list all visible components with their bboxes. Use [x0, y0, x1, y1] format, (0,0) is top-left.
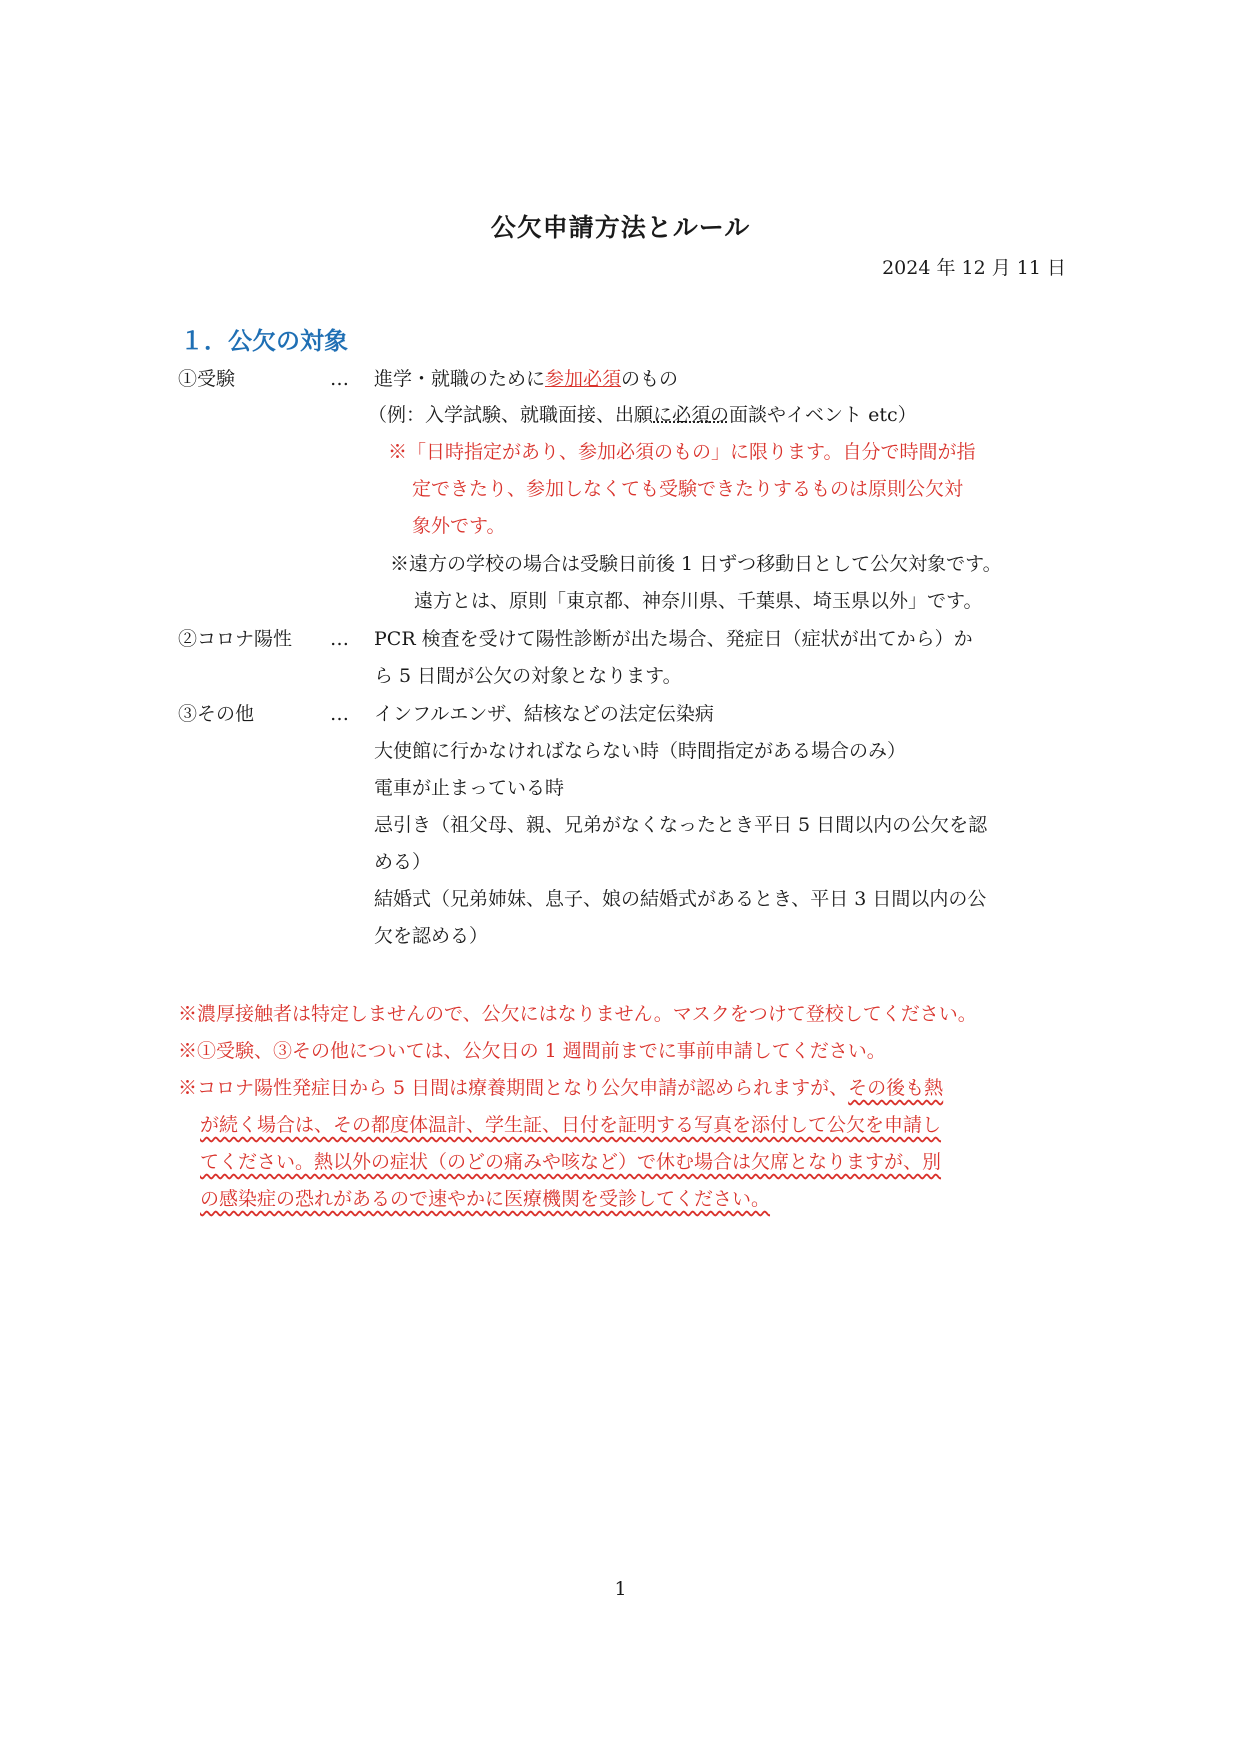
- note-close-contact: ※濃厚接触者は特定しませんので、公欠にはなりません。マスクをつけて登校してください。: [178, 1003, 977, 1025]
- exam-example-dotted: に必須の: [653, 404, 730, 426]
- item-corona-line1: PCR 検査を受けて陽性診断が出た場合、発症日（症状が出てから）か: [374, 628, 973, 650]
- exam-note-red-1: ※「日時指定があり、参加必須のもの」に限ります。自分で時間が指: [388, 441, 976, 463]
- item-other-line3: 電車が止まっている時: [374, 777, 565, 799]
- item-corona-label: ②コロナ陽性: [178, 628, 293, 650]
- item-exam-dots: …: [330, 368, 349, 390]
- exam-example-pre: （例：入学試験、就職面接、出願: [368, 404, 654, 426]
- item-exam-line1: [374, 365, 678, 393]
- note-corona-fever-line4: の感染症の恐れがあるので速やかに医療機関を受診してください。: [200, 1188, 771, 1210]
- item-corona-dots: …: [330, 628, 349, 650]
- exam-example-post: 面談やイベント etc）: [729, 404, 917, 426]
- item-other-line1: インフルエンザ、結核などの法定伝染病: [374, 703, 714, 725]
- note-corona-fever-line3: てください。熱以外の症状（のどの痛みや咳など）で休む場合は欠席となりますが、別: [200, 1151, 942, 1173]
- item-other-line2: 大使館に行かなければならない時（時間指定がある場合のみ）: [374, 740, 907, 762]
- exam-note-red-3: 象外です。: [412, 515, 506, 537]
- exam-note-far-2: 遠方とは、原則「東京都、神奈川県、千葉県、埼玉県以外」です。: [414, 590, 983, 612]
- item-exam-label: ①受験: [178, 368, 236, 390]
- section-heading: １．公欠の対象: [180, 327, 348, 355]
- item-other-line4: 忌引き（祖父母、親、兄弟がなくなったとき平日 5 日間以内の公欠を認: [374, 814, 988, 836]
- note-advance-application: ※①受験、③その他については、公欠日の 1 週間前までに事前申請してください。: [178, 1040, 886, 1062]
- document-date: 2024 年 12 月 11 日: [882, 257, 1066, 279]
- page-number: 1: [614, 1578, 627, 1600]
- item-other-line7: 欠を認める）: [374, 925, 489, 947]
- item-corona-line2: ら 5 日間が公欠の対象となります。: [374, 665, 682, 687]
- page-title: 公欠申請方法とルール: [490, 213, 751, 242]
- exam-line1-post: のもの: [621, 368, 679, 390]
- item-other-line6: 結婚式（兄弟姉妹、息子、娘の結婚式があるとき、平日 3 日間以内の公: [374, 888, 987, 910]
- item-other-line5: める）: [374, 851, 432, 873]
- exam-note-far-1: ※遠方の学校の場合は受験日前後 1 日ずつ移動日として公欠対象です。: [390, 553, 1002, 575]
- exam-note-red-2: 定できたり、参加しなくても受験できたりするものは原則公欠対: [412, 478, 964, 500]
- item-exam-example: [368, 401, 917, 429]
- item-other-label: ③その他: [178, 703, 255, 725]
- exam-line1-emphasis: 参加必須: [545, 368, 622, 390]
- exam-line1-pre: 進学・就職のために: [374, 368, 546, 390]
- note-corona-fever-pre: ※コロナ陽性発症日から 5 日間は療養期間となり公欠申請が認められますが、: [178, 1077, 849, 1099]
- note-corona-fever-line1: [178, 1074, 943, 1102]
- note-corona-fever-wavy: その後も熱: [848, 1077, 944, 1099]
- note-corona-fever-line2: が続く場合は、その都度体温計、学生証、日付を証明する写真を添付して公欠を申請し: [200, 1114, 942, 1136]
- item-other-dots: …: [330, 703, 349, 725]
